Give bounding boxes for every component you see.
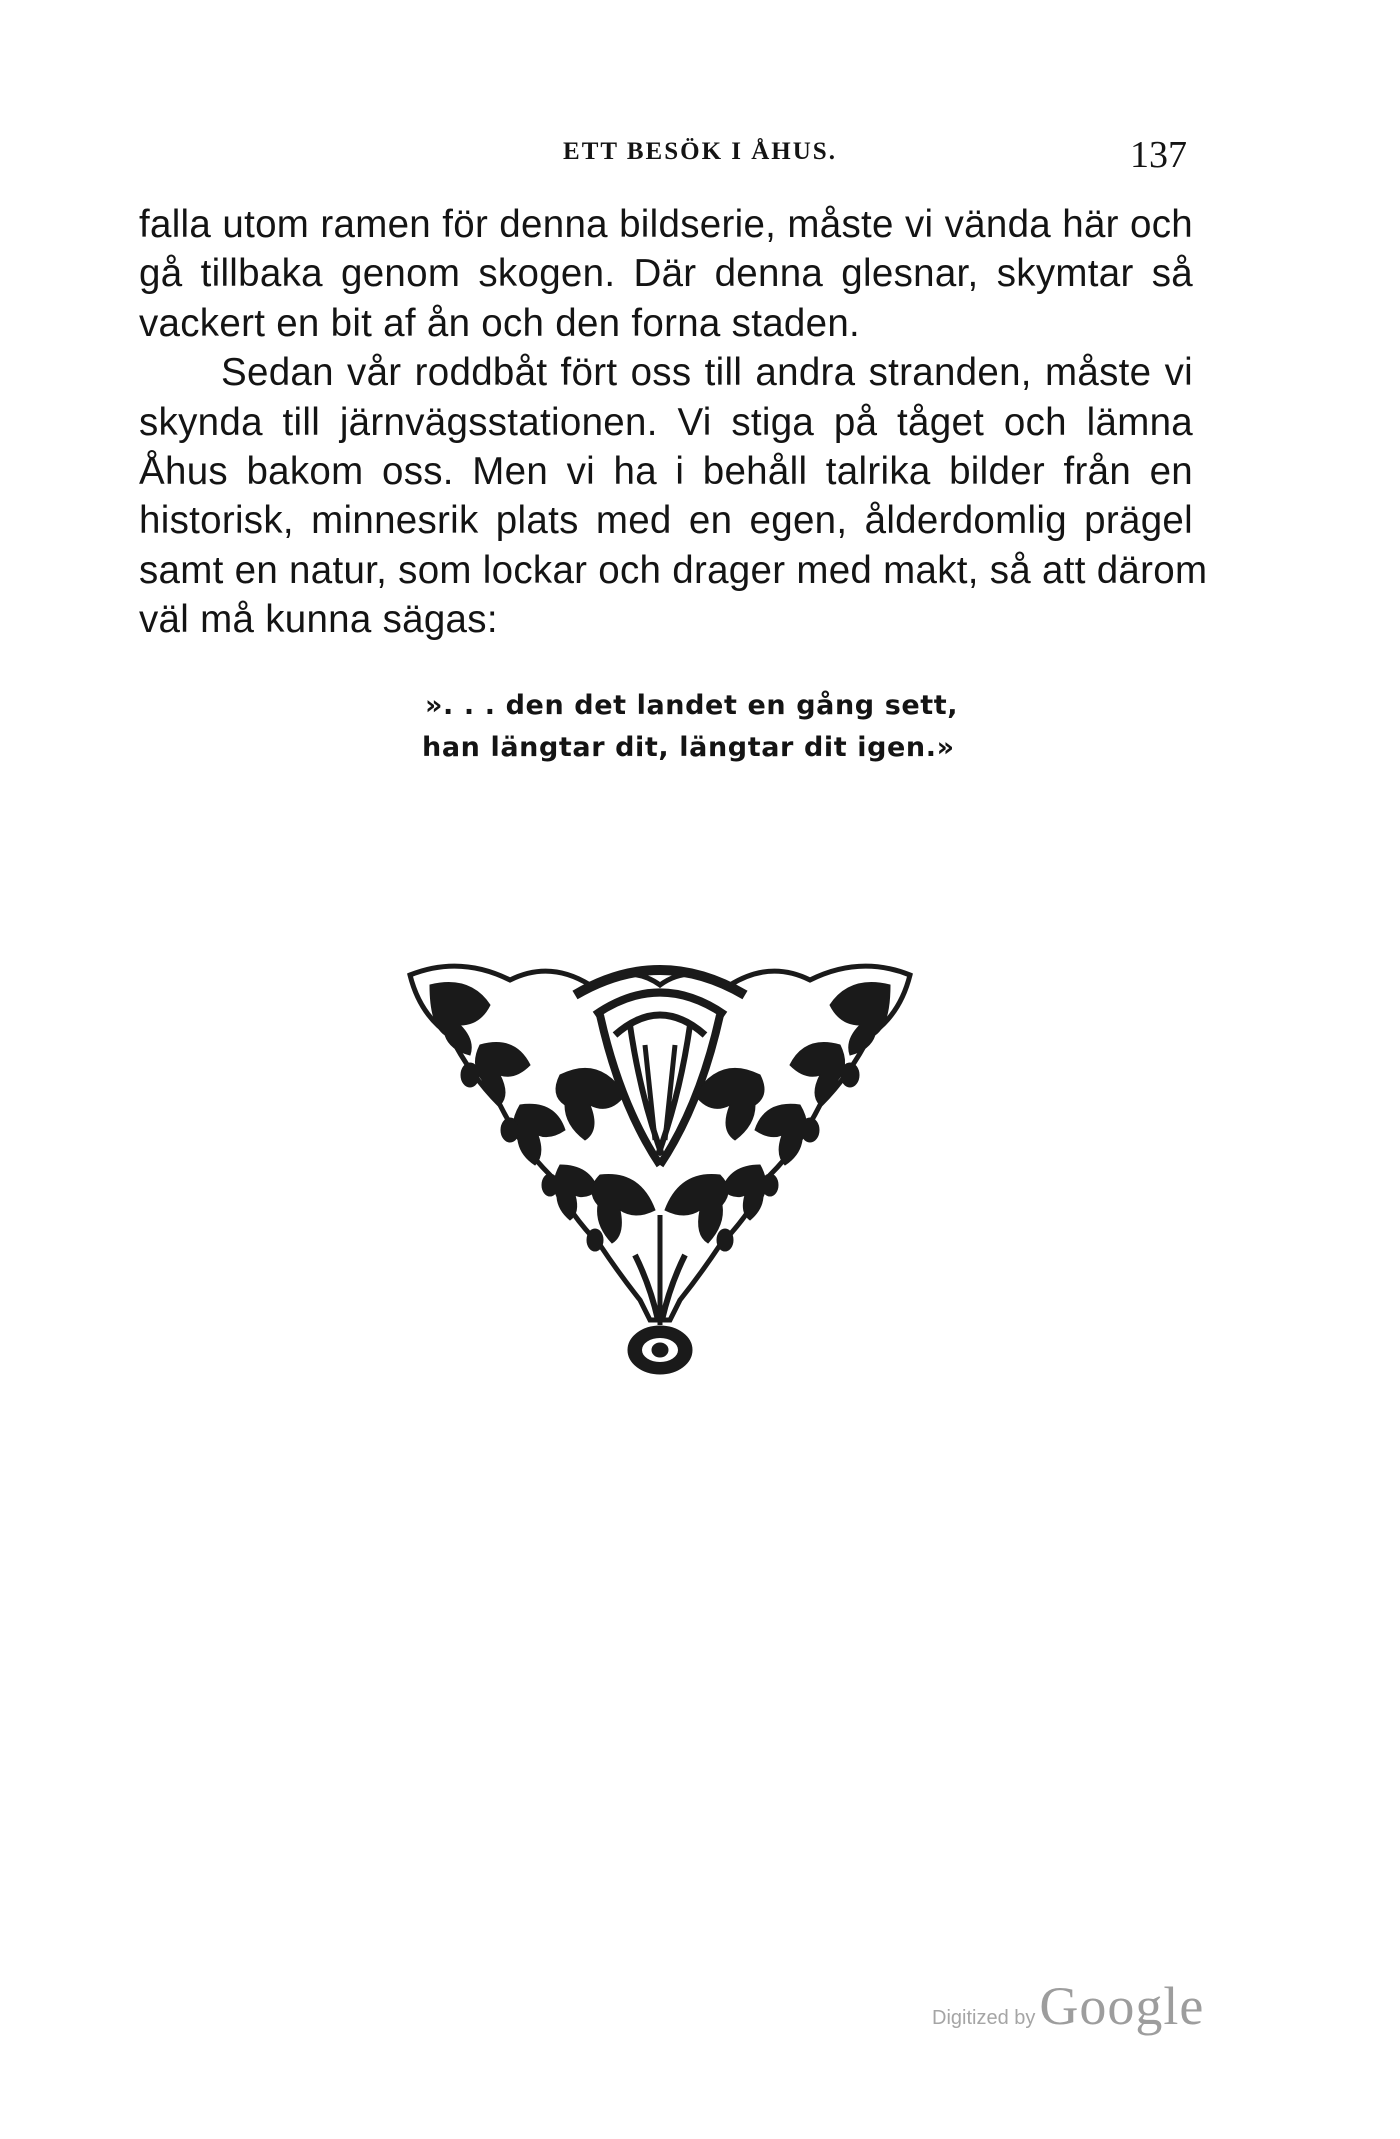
body-line: historisk, minnesrik plats med en egen, ålderdomlig prägel bbox=[139, 499, 1193, 543]
body-line: falla utom ramen för denna bildserie, måste vi vända här och bbox=[139, 203, 1193, 246]
verse-quote bbox=[422, 685, 959, 769]
body-text bbox=[139, 200, 1208, 645]
verse-line: han längtar dit, längtar dit igen.» bbox=[422, 732, 955, 763]
body-line: vackert en bit af ån och den forna staden. bbox=[139, 301, 861, 345]
body-line: Sedan vår roddbåt fört oss till andra stranden, måste vi bbox=[221, 351, 1193, 395]
body-line: samt en natur, som lockar och drager med makt, så att därom bbox=[139, 548, 1208, 592]
oak-leaf-ornament-icon bbox=[400, 955, 920, 1395]
watermark-prefix: Digitized by bbox=[932, 2007, 1036, 2029]
body-line: gå tillbaka genom skogen. Där denna glesnar, skymtar så bbox=[139, 252, 1193, 296]
body-line: väl må kunna sägas: bbox=[139, 598, 498, 642]
google-logo: Google bbox=[1039, 1976, 1205, 2036]
page-number: 137 bbox=[1130, 134, 1187, 176]
running-head: ETT BESÖK I ÅHUS. bbox=[563, 138, 837, 165]
body-line: Åhus bakom oss. Men vi ha i behåll talrika bilder från en bbox=[139, 450, 1193, 494]
digitized-by-google-watermark bbox=[932, 1975, 1204, 2035]
verse-line: ». . . den det landet en gång sett, bbox=[425, 690, 959, 721]
body-line: skynda till järnvägsstationen. Vi stiga på tåget och lämna bbox=[139, 400, 1193, 444]
